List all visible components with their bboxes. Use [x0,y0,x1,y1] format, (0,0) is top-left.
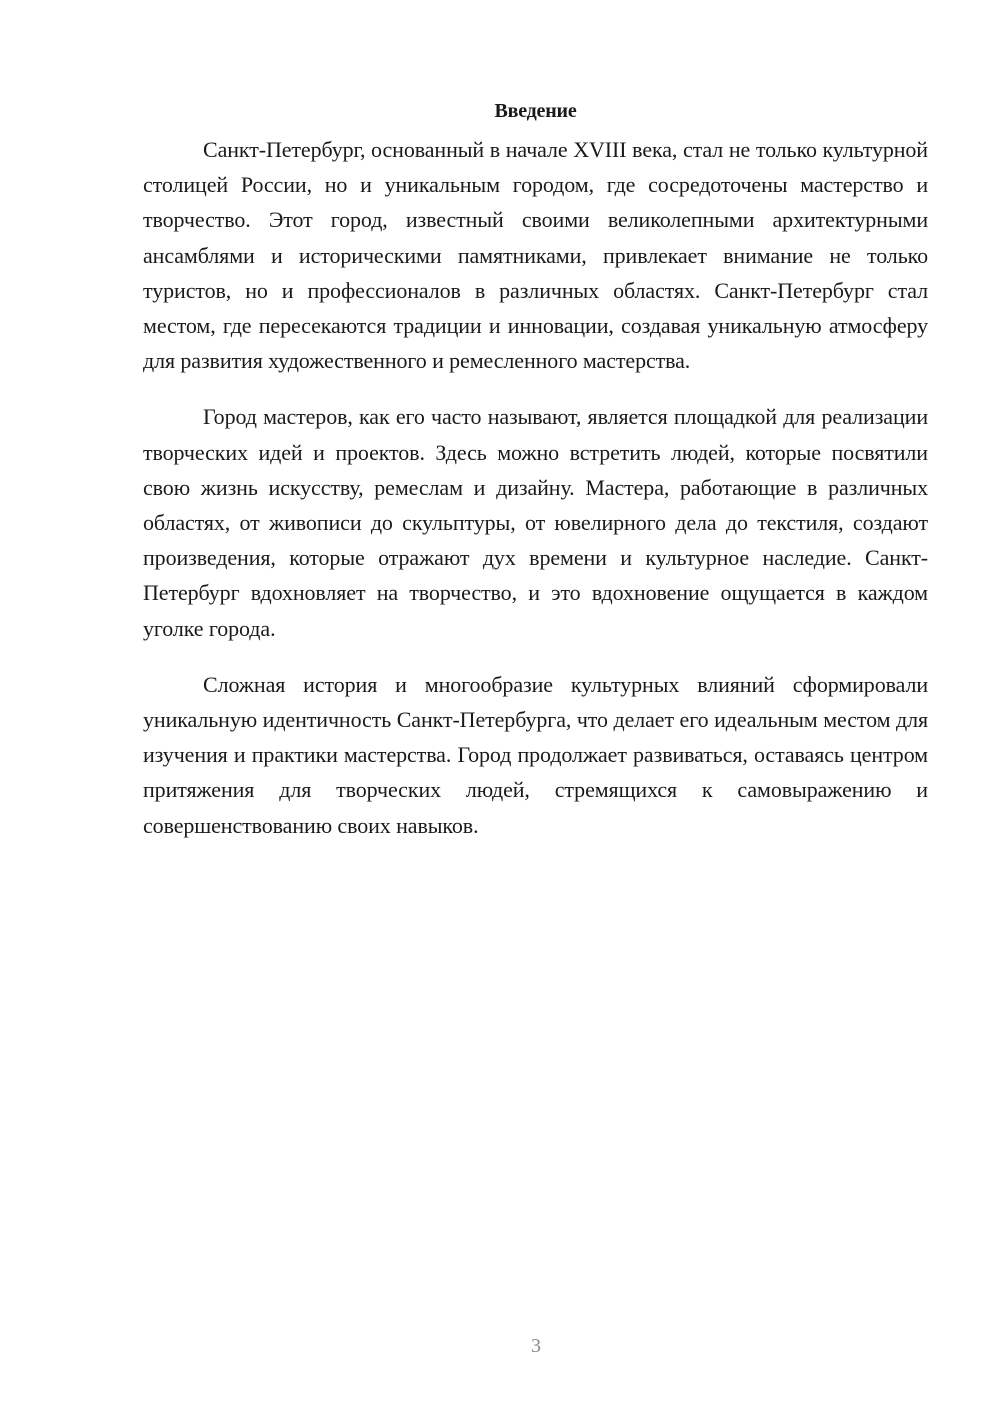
paragraph-3: Сложная история и многообразие культурных влияний сформировали уникальную идентичность Санкт-Петербурга, что делает его идеальным местом для изучения и практики мастерства. Город продолжает развиваться, оставаясь центром притяжения для творческих людей, стремящихся к самовыражению и совершенствованию своих навыков. [143,671,928,838]
paragraph-2: Город мастеров, как его часто называют, является площадкой для реализации творческих идей и проектов. Здесь можно встретить людей, которые посвятили свою жизнь искусству, ремеслам и дизайну. Мастера, работающие в различных областях, от живописи до скульптуры, от ювелирного дела до текстиля, создают произведения, которые отражают дух времени и культурное наследие. Санкт-Петербург вдохновляет на творчество, и это вдохновение ощущается в каждом уголке города. [143,404,928,641]
page-number: 3 [531,1335,541,1357]
paragraph-1: Санкт-Петербург, основанный в начале XVIII века, стал не только культурной столицей России, но и уникальным городом, где сосредоточены мастерство и творчество. Этот город, известный своими великолепными архитектурными ансамблями и историческими памятниками, привлекает внимание не только туристов, но и профессионалов в различных областях. Санкт-Петербург стал местом, где пересекаются традиции и инновации, создавая уникальную атмосферу для развития художественного и ремесленного мастерства. [143,137,928,374]
page-content [143,96,928,864]
section-title: Введение [494,100,577,122]
